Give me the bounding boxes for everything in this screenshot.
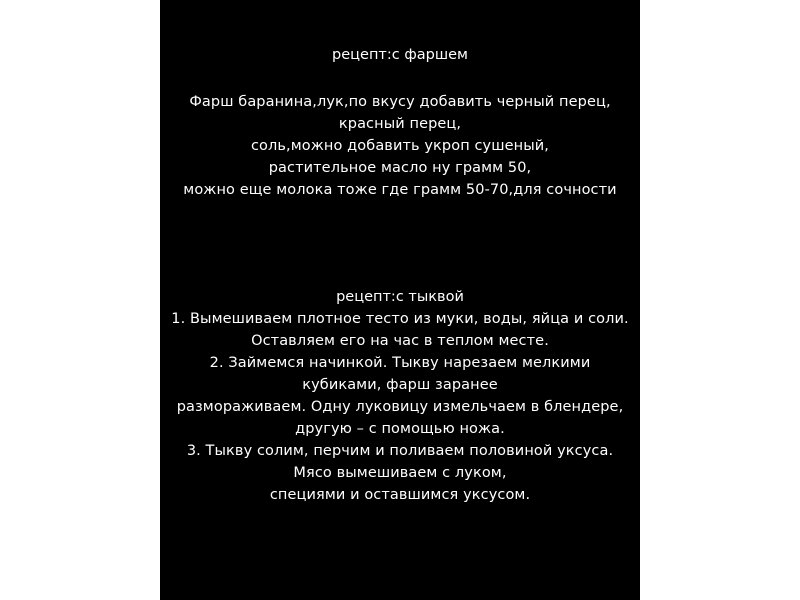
recipe-line: специями и оставшимся уксусом. <box>269 487 531 503</box>
recipe-title: рецепт:с тыквой <box>336 289 464 305</box>
recipe-line: другую – с помощью ножа. <box>295 421 505 437</box>
recipe-line: Мясо вымешиваем с луком, <box>293 465 507 481</box>
recipe-line: размораживаем. Одну луковицу измельчаем в блендере, <box>176 399 624 415</box>
recipe-line: кубиками, фарш заранее <box>302 377 498 393</box>
recipe-card <box>160 0 640 600</box>
recipe-line: 3. Тыкву солим, перчим и поливаем половиной уксуса. <box>186 443 614 459</box>
recipe-line: Оставляем его на час в теплом месте. <box>251 333 549 349</box>
recipe-line: 2. Займемся начинкой. Тыкву нарезаем мелкими <box>209 355 591 371</box>
recipe-title: рецепт:с фаршем <box>332 47 468 63</box>
recipe-line: можно еще молока тоже где грамм 50-70,для сочности <box>183 182 617 198</box>
recipe-line: красный перец, <box>338 116 462 132</box>
spacer <box>160 66 640 91</box>
recipe-pumpkin <box>160 286 640 506</box>
recipe-line: растительное масло ну грамм 50, <box>268 160 532 176</box>
recipe-minced-meat <box>160 44 640 201</box>
recipe-line: 1. Вымешиваем плотное тесто из муки, воды, яйца и соли. <box>171 311 629 327</box>
recipe-line: Фарш баранина,лук,по вкусу добавить черный перец, <box>189 94 611 110</box>
recipe-line: соль,можно добавить укроп сушеный, <box>250 138 549 154</box>
